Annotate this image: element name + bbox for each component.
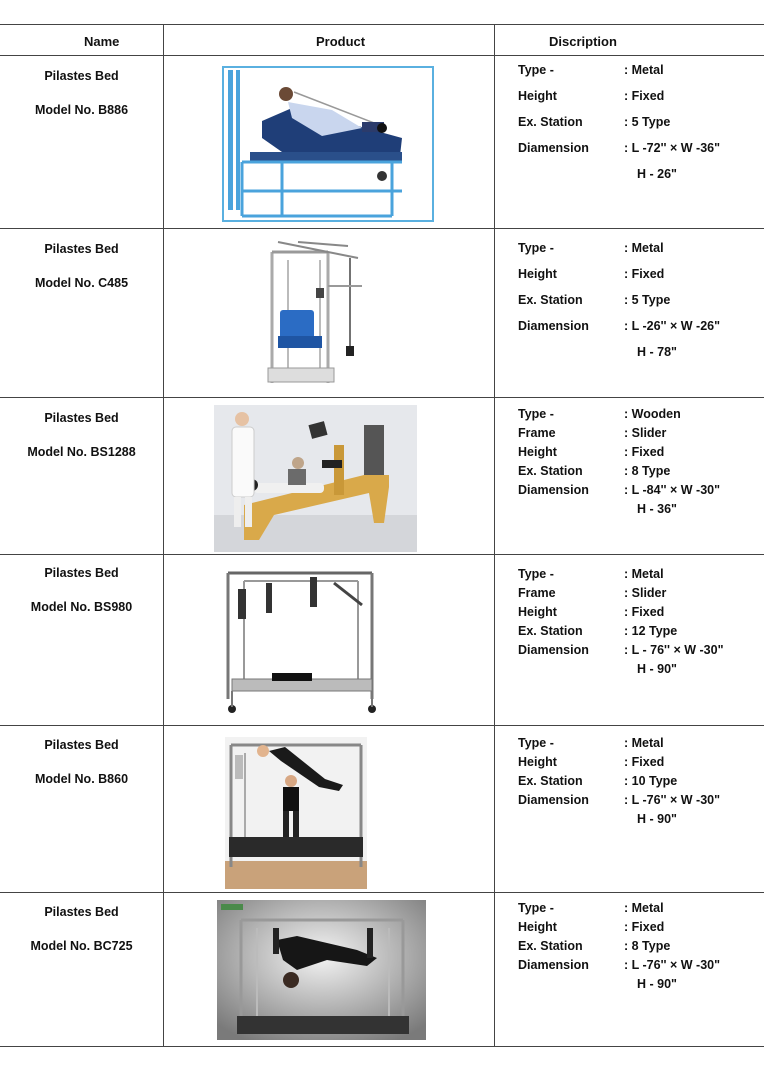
model-number: Model No. BS1288: [27, 445, 136, 459]
product-image-b860: [225, 737, 367, 889]
product-name-cell: [0, 242, 163, 290]
product-name-cell: [0, 411, 163, 459]
product-image-bs980: [222, 569, 380, 717]
row-divider: [0, 228, 764, 229]
row-divider: [0, 725, 764, 726]
row-divider: [0, 554, 764, 555]
product-image-bc725: [217, 900, 426, 1040]
row-divider: [0, 397, 764, 398]
model-number: Model No. B860: [34, 772, 129, 786]
model-number: Model No. BC725: [30, 939, 133, 953]
header-name: Name: [84, 34, 120, 49]
model-number: Model No. B886: [34, 103, 129, 117]
header-product: Product: [316, 34, 366, 49]
table-top-border: [0, 24, 764, 25]
product-name: Pilastes Bed: [44, 411, 119, 425]
product-name-cell: [0, 566, 163, 614]
column-divider: [494, 24, 495, 1047]
product-name-cell: [0, 69, 163, 117]
product-name: Pilastes Bed: [44, 69, 119, 83]
header-description: Discription: [549, 34, 617, 49]
model-number: Model No. C485: [34, 276, 129, 290]
product-name: Pilastes Bed: [44, 242, 119, 256]
product-name: Pilastes Bed: [44, 566, 119, 580]
product-name: Pilastes Bed: [44, 905, 119, 919]
spec-table: Name Product Discription Pilastes Bed Model No. B886 Type - : Metal Height : Fixed Ex. Station : 5 Type Diamension : L -72'' × W -36" H - 26" Pilastes Bed Model No. C485 Type - : Metal Height : Fixed Ex. Station : 5 Type Diamension : L -26'' × W -26" H - 78" Pilastes Bed Model No. BS1288 Type - : Wooden Frame : Slider Height : Fixed Ex. Station : 8 Type Diamension : L -84'' × W -30" H - 36" Pilastes Bed Model No. BS980 Type - : Metal Frame : Slider Height : Fixed Ex. Station : 12 Type Diamension : L - 76'' × W -30" H - 90" Pilastes Bed Model No. B860 Type - : Metal Height : Fixed Ex. Station : 10 Type Diamension : L -76'' × W -30" H - 90" Pilastes Bed Model No. BC725 Type - : Metal Height : Fixed Ex. Station : 8 Type Diamension : L -76'' × W -30" H - 90": [0, 0, 764, 1080]
column-divider: [163, 24, 164, 1047]
model-number: Model No. BS980: [30, 600, 133, 614]
product-image-bs1288: [214, 405, 417, 552]
product-image-b886: [222, 66, 434, 222]
product-image-c485: [258, 238, 366, 392]
table-bottom-border: [0, 1046, 764, 1047]
product-name: Pilastes Bed: [44, 738, 119, 752]
row-divider: [0, 892, 764, 893]
header-bottom-border: [0, 55, 764, 56]
product-name-cell: [0, 905, 163, 953]
product-name-cell: [0, 738, 163, 786]
